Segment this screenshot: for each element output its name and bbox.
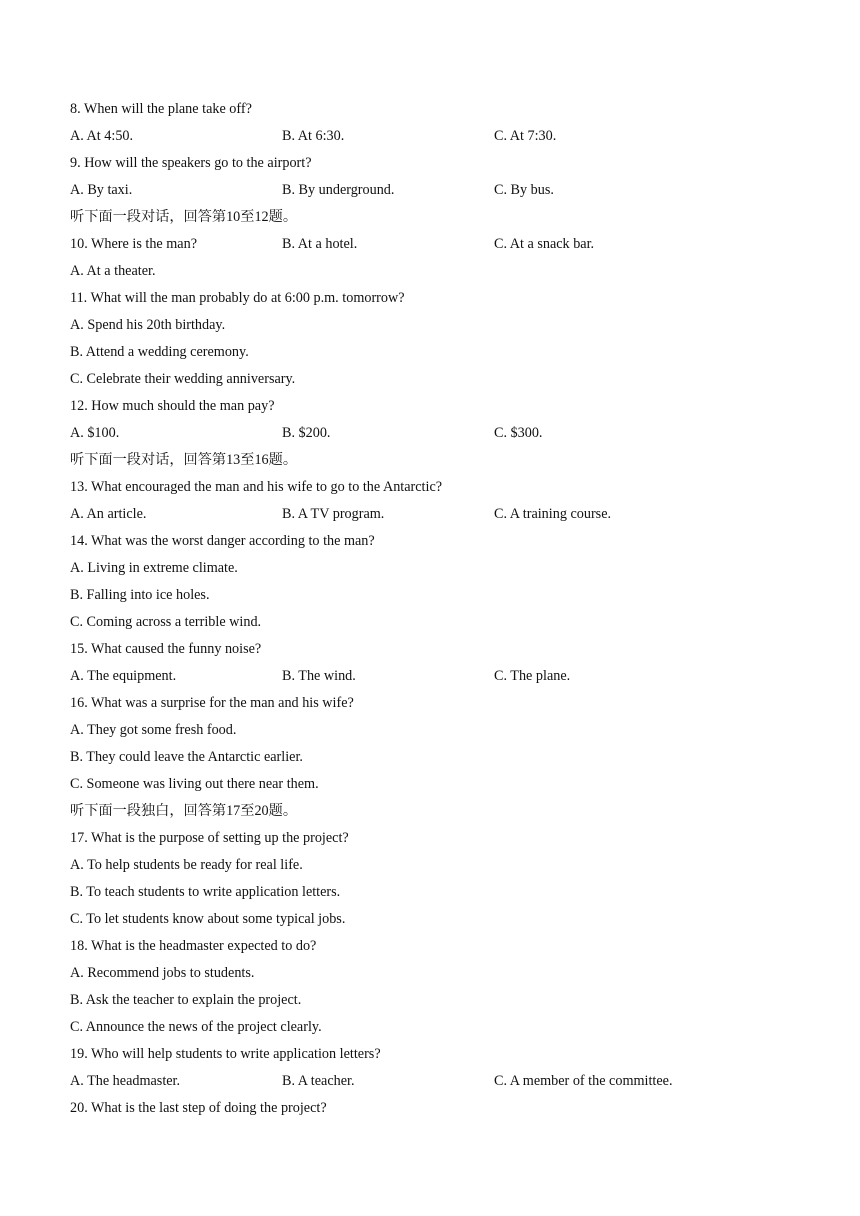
question-19: 19. Who will help students to write application letters? [70, 1046, 381, 1062]
option-b: B. By underground. [282, 182, 395, 198]
option-b: B. Attend a wedding ceremony. [70, 344, 249, 360]
question-16: 16. What was a surprise for the man and his wife? [70, 695, 354, 711]
option-b: B. At 6:30. [282, 128, 345, 144]
section-instruction: 听下面一段独白，回答第17至20题。 [70, 803, 298, 819]
option-b: B. Falling into ice holes. [70, 587, 210, 603]
question-10-row [70, 231, 810, 258]
option-c: C. A training course. [494, 506, 612, 522]
question-15: 15. What caused the funny noise? [70, 641, 262, 657]
option-a: A. An article. [70, 506, 147, 522]
question-13: 13. What encouraged the man and his wife to go to the Antarctic? [70, 479, 443, 495]
option-a: A. They got some fresh food. [70, 722, 237, 738]
option-c: C. A member of the committee. [494, 1073, 673, 1089]
option-a: A. The equipment. [70, 668, 177, 684]
option-a: A. At 4:50. [70, 128, 134, 144]
options-row [70, 1068, 810, 1095]
question-14: 14. What was the worst danger according to the man? [70, 533, 375, 549]
option-a: A. The headmaster. [70, 1073, 181, 1089]
option-b: B. They could leave the Antarctic earlier. [70, 749, 303, 765]
option-b: B. The wind. [282, 668, 356, 684]
option-b: B. At a hotel. [282, 236, 358, 252]
option-a: A. By taxi. [70, 182, 133, 198]
question-17: 17. What is the purpose of setting up the project? [70, 830, 349, 846]
option-b: B. A TV program. [282, 506, 385, 522]
option-a: A. Living in extreme climate. [70, 560, 238, 576]
option-b: B. To teach students to write application letters. [70, 884, 341, 900]
options-row [70, 420, 810, 447]
option-a: A. To help students be ready for real life. [70, 857, 303, 873]
section-instruction: 听下面一段对话，回答第13至16题。 [70, 452, 298, 468]
option-a: A. Recommend jobs to students. [70, 965, 255, 981]
option-c: C. At 7:30. [494, 128, 557, 144]
option-c: C. At a snack bar. [494, 236, 595, 252]
options-row [70, 123, 810, 150]
option-c: C. $300. [494, 425, 543, 441]
option-c: C. To let students know about some typical jobs. [70, 911, 346, 927]
option-c: C. By bus. [494, 182, 554, 198]
option-c: C. The plane. [494, 668, 571, 684]
question-8: 8. When will the plane take off? [70, 101, 252, 117]
option-b: B. A teacher. [282, 1073, 355, 1089]
section-instruction: 听下面一段对话，回答第10至12题。 [70, 209, 298, 225]
option-c: C. Someone was living out there near them. [70, 776, 319, 792]
question-12: 12. How much should the man pay? [70, 398, 275, 414]
option-b: B. Ask the teacher to explain the project. [70, 992, 302, 1008]
question-20: 20. What is the last step of doing the project? [70, 1100, 327, 1116]
question-11: 11. What will the man probably do at 6:00 p.m. tomorrow? [70, 290, 405, 306]
listening-questions [70, 96, 810, 1122]
question-10: 10. Where is the man? [70, 236, 197, 252]
options-row [70, 177, 810, 204]
question-18: 18. What is the headmaster expected to do? [70, 938, 317, 954]
option-c: C. Coming across a terrible wind. [70, 614, 262, 630]
option-c: C. Announce the news of the project clearly. [70, 1019, 322, 1035]
option-c: C. Celebrate their wedding anniversary. [70, 371, 296, 387]
options-row [70, 501, 810, 528]
option-a: A. At a theater. [70, 263, 156, 279]
options-row [70, 663, 810, 690]
option-b: B. $200. [282, 425, 331, 441]
option-a: A. $100. [70, 425, 120, 441]
question-9: 9. How will the speakers go to the airport? [70, 155, 312, 171]
option-a: A. Spend his 20th birthday. [70, 317, 226, 333]
